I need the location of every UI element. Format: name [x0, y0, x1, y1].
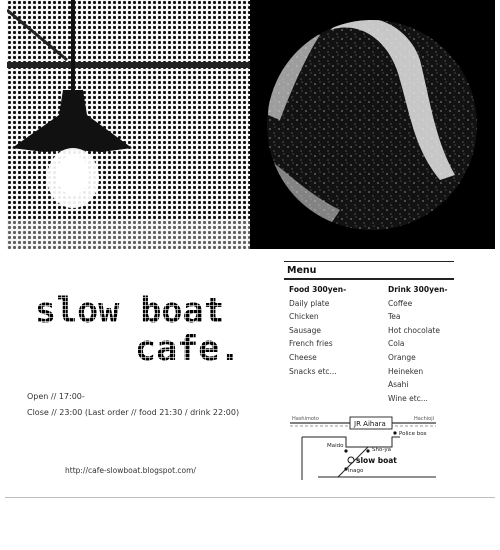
logo-line-2: cafe. — [135, 329, 241, 365]
map-label-shoya: Sho-ya — [372, 447, 391, 453]
drink-item: Tea — [388, 312, 401, 322]
food-item: Snacks etc... — [289, 366, 337, 376]
drink-item: Orange — [388, 352, 416, 362]
starry-sky-photo — [250, 0, 495, 249]
lamp-illustration — [7, 0, 250, 249]
food-item: Cheese — [289, 352, 317, 362]
road — [302, 437, 400, 447]
food-menu — [289, 283, 346, 378]
shoya-marker — [366, 449, 369, 452]
food-item: Chicken — [289, 312, 319, 322]
map-label-slowboat: slow boat — [356, 456, 397, 465]
drink-item: Asahi — [388, 380, 409, 390]
maido-marker — [344, 449, 347, 452]
map-label-hachioji: Hachioji — [414, 416, 434, 422]
map-label-inago: Inago — [348, 468, 364, 474]
access-map — [288, 412, 438, 486]
food-item: French fries — [289, 339, 333, 349]
menu-divider — [284, 278, 454, 280]
map-label-hashimoto: Hashimoto — [292, 416, 319, 422]
police-box-marker — [393, 431, 396, 434]
map-label-maido: Maido — [327, 443, 344, 449]
menu-top-rule — [284, 261, 454, 262]
sky-illustration — [250, 0, 495, 249]
drink-item: Coffee — [388, 298, 413, 308]
lamp-photo — [7, 0, 250, 249]
slow-boat-cafe-logo — [30, 290, 260, 369]
food-item: Sausage — [289, 325, 321, 335]
footer-divider — [5, 497, 495, 498]
drink-item: Cola — [388, 339, 405, 349]
drink-item: Heineken — [388, 366, 424, 376]
close-hours: Close // 23:00 (Last order // food 21:30 / drink 22:00) — [27, 408, 240, 417]
open-hours: Open // 17:00- — [27, 392, 85, 401]
drink-heading: Drink 300yen- — [388, 285, 448, 294]
blog-link[interactable]: http://cafe-slowboat.blogspot.com/ — [65, 466, 196, 475]
map-label-station: JR Aihara — [354, 420, 386, 428]
menu-title: Menu — [287, 265, 317, 276]
food-item: Daily plate — [289, 298, 330, 308]
map-label-police: Police box — [399, 431, 427, 437]
food-heading: Food 300yen- — [289, 285, 347, 294]
drink-item: Wine etc... — [388, 393, 428, 403]
slow-boat-marker — [348, 457, 354, 463]
logo-line-1: slow boat — [35, 291, 225, 331]
drink-item: Hot chocolate — [388, 325, 440, 335]
drink-menu — [388, 283, 448, 405]
